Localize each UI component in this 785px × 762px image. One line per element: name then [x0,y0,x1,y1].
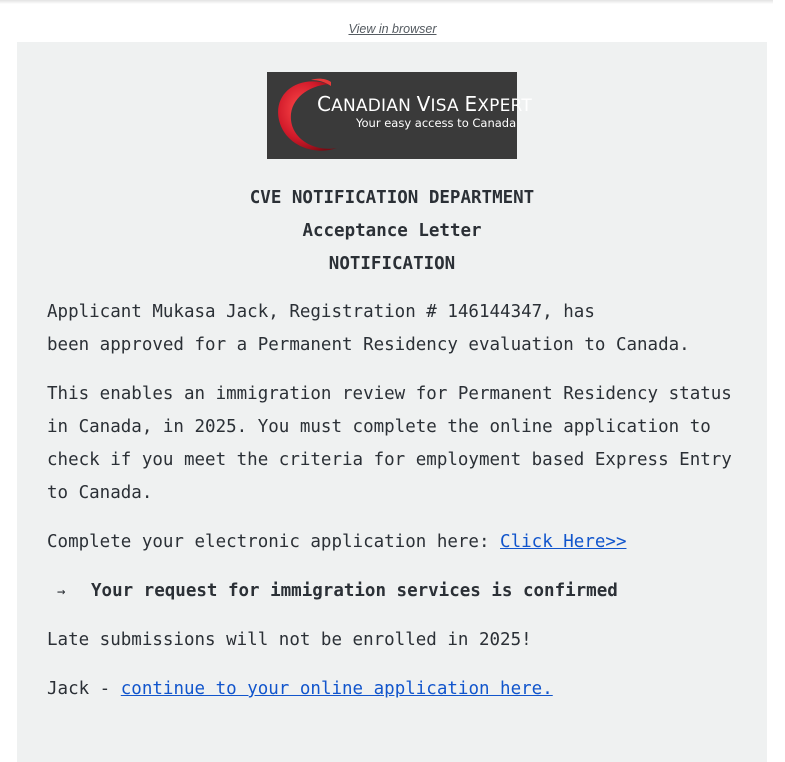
application-text: Complete your electronic application here: [47,532,501,552]
application-paragraph [47,526,747,559]
confirmation-text: Your request for immigration services is confirmed [91,581,618,601]
arrow-right-icon: → [57,584,66,600]
top-shadow [0,0,773,4]
confirmation-line [47,575,747,609]
department-heading: CVE NOTIFICATION DEPARTMENT [249,188,535,208]
canadian-visa-expert-logo [267,72,532,159]
email-card [17,42,767,762]
late-submission-notice: Late submissions will not be enrolled in 2025! [47,630,532,650]
logo-subtitle: Your easy access to Canada [356,116,517,130]
approval-line-1: Applicant Mukasa Jack, Registration # 146144347, has [47,302,595,322]
approval-paragraph [47,296,747,362]
recipient-name: Jack - [47,679,121,699]
review-paragraph: This enables an immigration review for Permanent Residency status in Canada, in 2025. You must complete the online application to check if you meet the criteria for employment based Express Entry to Canada. [47,384,732,503]
view-in-browser-link[interactable]: View in browser [348,22,437,36]
approval-line-2: been approved for a Permanent Residency evaluation to Canada. [47,335,690,355]
continue-paragraph [47,673,747,706]
continue-application-link[interactable]: continue to your online application here. [120,679,553,699]
logo-title: CANADIAN VISA EXPERT [317,92,532,116]
click-here-link[interactable]: Click Here>> [500,532,627,552]
notification-heading: NOTIFICATION [328,254,456,274]
letter-heading: Acceptance Letter [302,221,482,241]
